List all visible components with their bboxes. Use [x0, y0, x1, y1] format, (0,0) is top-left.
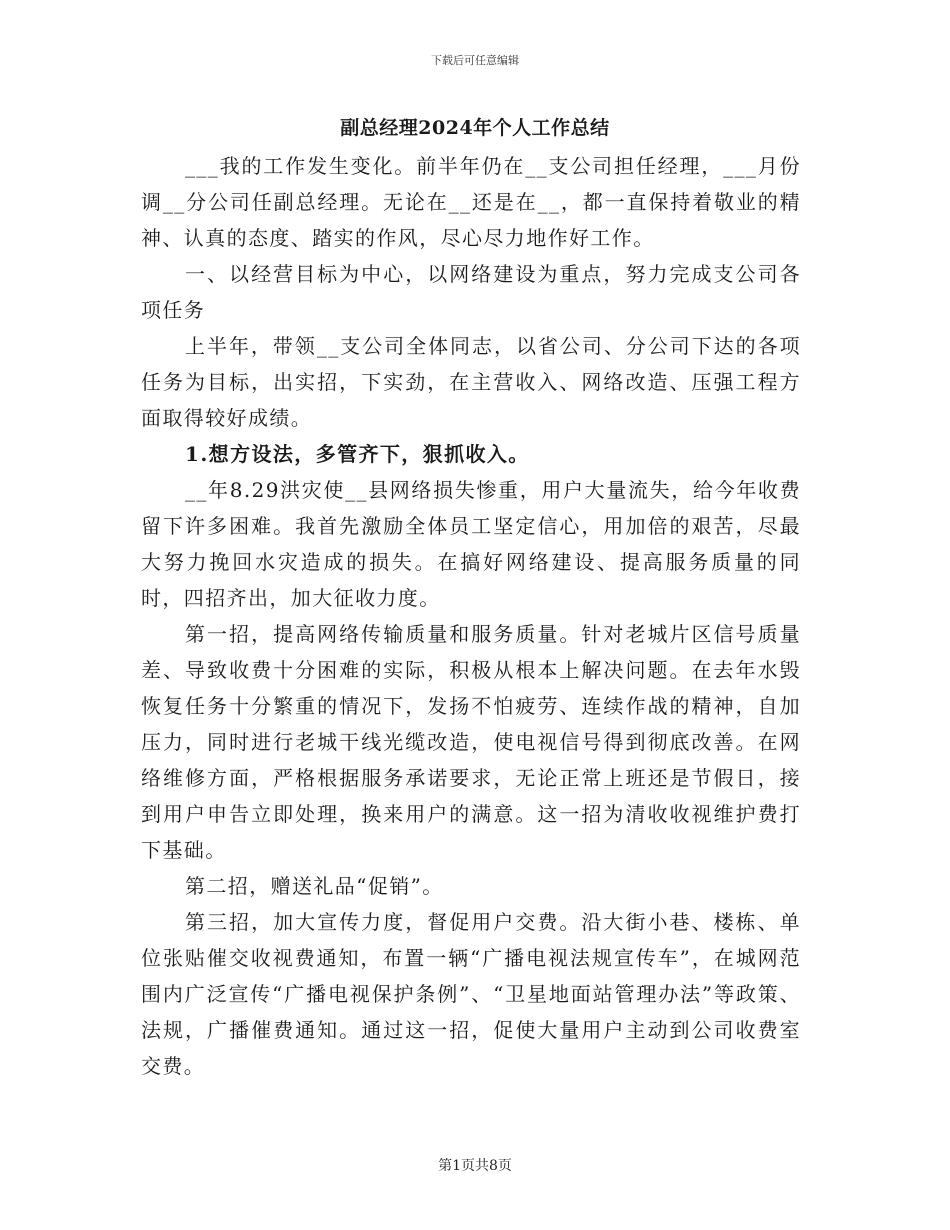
paragraph-first-half: 上半年，带领__支公司全体同志，以省公司、分公司下达的各项任务为目标，出实招，下实劲，在主营收入、网络改造、压强工程方面取得较好成绩。	[141, 334, 801, 430]
paragraph-measure-1: 第一招，提高网络传输质量和服务质量。针对老城片区信号质量差、导致收费十分困难的实际，积极从根本上解决问题。在去年水毁恢复任务十分繁重的情况下，发扬不怕疲劳、连续作战的精神，自加压力，同时进行老城干线光缆改造，使电视信号得到彻底改善。在网络维修方面，严格根据服务承诺要求，无论正常上班还是节假日，接到用户申告立即处理，换来用户的满意。这一招为清收收视维护费打下基础。	[141, 622, 801, 862]
paragraph-intro: ___我的工作发生变化。前半年仍在__支公司担任经理，___月份调__分公司任副总经理。无论在__还是在__，都一直保持着敬业的精神、认真的态度、踏实的作风，尽心尽力地作好工作。	[141, 154, 801, 250]
document-body	[141, 148, 801, 1084]
paragraph-measure-3: 第三招，加大宣传力度，督促用户交费。沿大街小巷、楼栋、单位张贴催交收视费通知，布置一辆“广播电视法规宣传车”，在城网范围内广泛宣传“广播电视保护条例”、“卫星地面站管理办法”等政策、法规，广播催费通知。通过这一招，促使大量用户主动到公司收费室交费。	[141, 910, 801, 1078]
paragraph-measure-2: 第二招，赠送礼品“促销”。	[185, 874, 444, 898]
document-title: 副总经理2024年个人工作总结	[340, 117, 610, 139]
page-number: 第1页共8页	[438, 1158, 512, 1174]
section-heading-1: 一、以经营目标为中心，以网络建设为重点，努力完成支公司各项任务	[141, 262, 801, 322]
paragraph-flood: __年8.29洪灾使__县网络损失惨重，用户大量流失，给今年收费留下许多困难。我首先激励全体员工坚定信心，用加倍的艰苦，尽最大努力挽回水灾造成的损失。在搞好网络建设、提高服务质量的同时，四招齐出，加大征收力度。	[141, 478, 801, 610]
subheading-revenue: 1.想方设法，多管齐下，狠抓收入。	[185, 442, 530, 466]
page-header-note: 下载后可任意编辑	[431, 54, 519, 67]
